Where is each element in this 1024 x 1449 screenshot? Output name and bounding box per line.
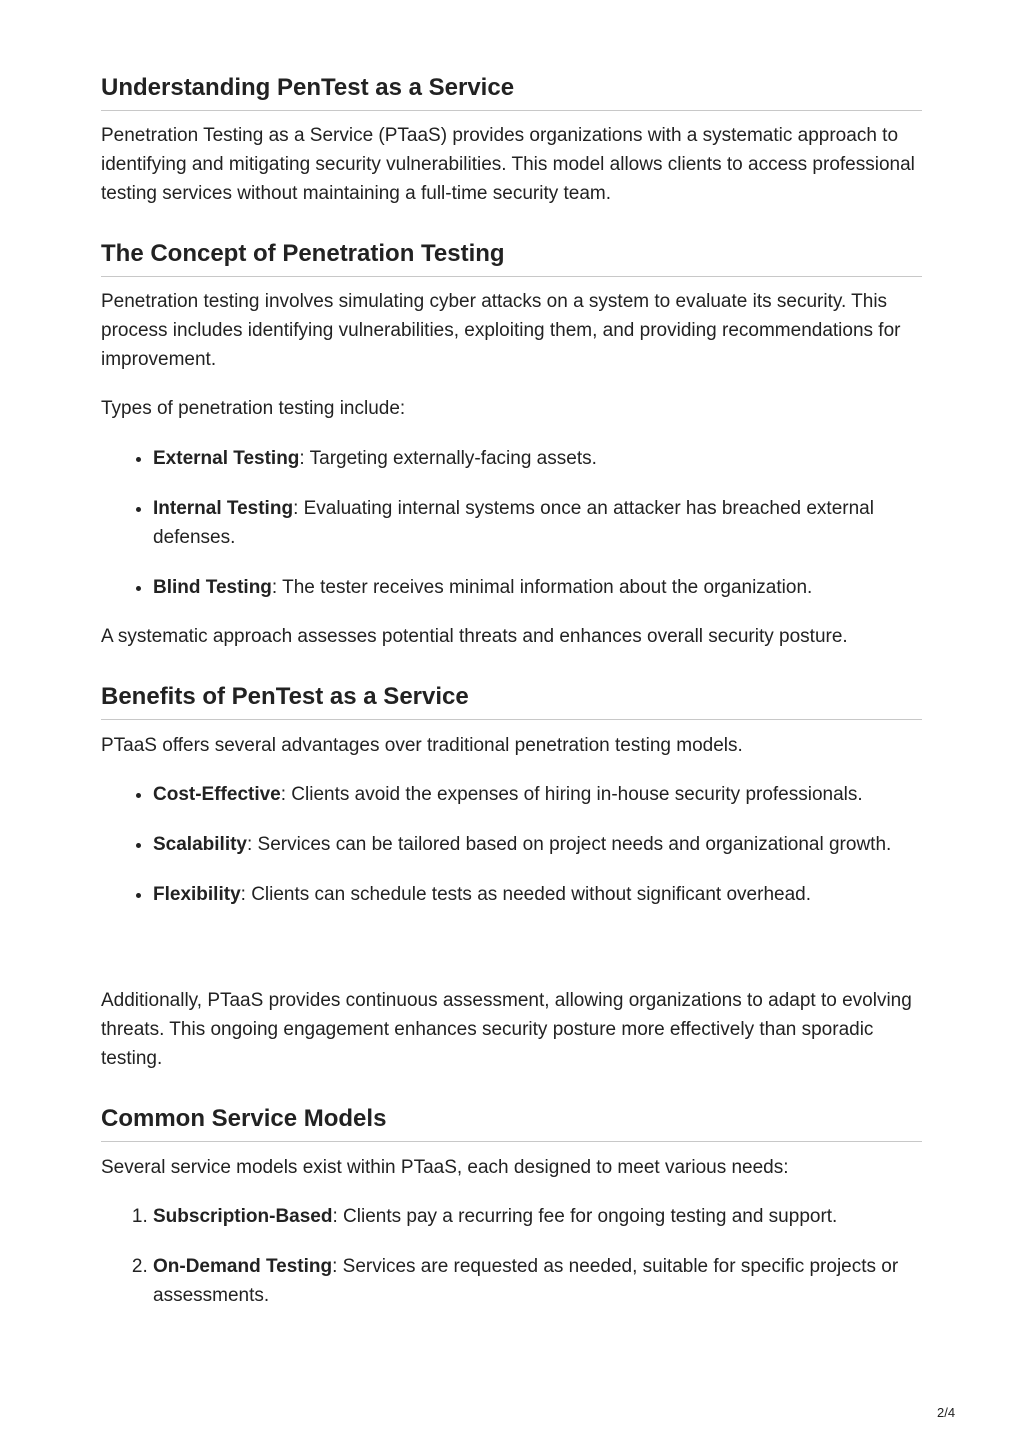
- list-item-desc: : Clients can schedule tests as needed without significant overhead.: [240, 884, 811, 905]
- types-list: [101, 444, 922, 602]
- list-item-desc: : Clients pay a recurring fee for ongoing testing and support.: [332, 1206, 838, 1227]
- list-item-desc: : Services can be tailored based on project needs and organizational growth.: [247, 834, 892, 855]
- list-item: [153, 1202, 922, 1231]
- list-item-desc: : The tester receives minimal information about the organization.: [271, 577, 813, 598]
- list-item-term: Blind Testing: [153, 577, 272, 598]
- list-item-term: Internal Testing: [153, 498, 294, 519]
- list-item-term: Scalability: [153, 834, 247, 855]
- list-item: [153, 830, 922, 859]
- list-item: [153, 780, 922, 809]
- list-item: [153, 573, 922, 602]
- paragraph-types-intro: Types of penetration testing include:: [101, 398, 406, 419]
- list-item-desc: : Clients avoid the expenses of hiring in-house security professionals.: [280, 784, 863, 805]
- paragraph-benefits-summary: Additionally, PTaaS provides continuous assessment, allowing organizations to adapt to evolving threats. This ongoing engagement enhances security posture more effectively than sporadic testing.: [101, 990, 912, 1069]
- list-item-term: Cost-Effective: [153, 784, 281, 805]
- list-item-desc: : Evaluating internal systems once an attacker has breached external defenses.: [153, 498, 874, 548]
- list-item-desc: : Services are requested as needed, suitable for specific projects or assessments.: [153, 1256, 899, 1306]
- list-item-term: External Testing: [153, 448, 300, 469]
- paragraph-concept: Penetration testing involves simulating cyber attacks on a system to evaluate its security. This process includes identifying vulnerabilities, exploiting them, and providing recommendations for improvement.: [101, 291, 901, 370]
- paragraph-concept-summary: A systematic approach assesses potential threats and enhances overall security posture.: [101, 626, 848, 647]
- page-number: 2/4: [937, 1405, 956, 1420]
- list-item-desc: : Targeting externally-facing assets.: [299, 448, 597, 469]
- models-list: [101, 1202, 922, 1310]
- section-heading-benefits: Benefits of PenTest as a Service: [101, 683, 922, 720]
- section-heading-understanding: Understanding PenTest as a Service: [101, 74, 922, 111]
- paragraph-intro: Penetration Testing as a Service (PTaaS) provides organizations with a systematic approach to identifying and mitigating security vulnerabilities. This model allows clients to access professional testing services without maintaining a full-time security team.: [101, 125, 915, 204]
- section-heading-models: Common Service Models: [101, 1105, 922, 1142]
- benefits-list: [101, 780, 922, 909]
- list-item-term: On-Demand Testing: [153, 1256, 333, 1277]
- list-item-term: Subscription-Based: [153, 1206, 333, 1227]
- list-item: [153, 1252, 922, 1310]
- list-item: [153, 880, 922, 909]
- list-item: [153, 494, 922, 552]
- list-item: [153, 444, 922, 473]
- list-item-term: Flexibility: [153, 884, 241, 905]
- paragraph-benefits-intro: PTaaS offers several advantages over traditional penetration testing models.: [101, 735, 743, 756]
- section-heading-concept: The Concept of Penetration Testing: [101, 240, 922, 277]
- paragraph-models-intro: Several service models exist within PTaaS, each designed to meet various needs:: [101, 1157, 789, 1178]
